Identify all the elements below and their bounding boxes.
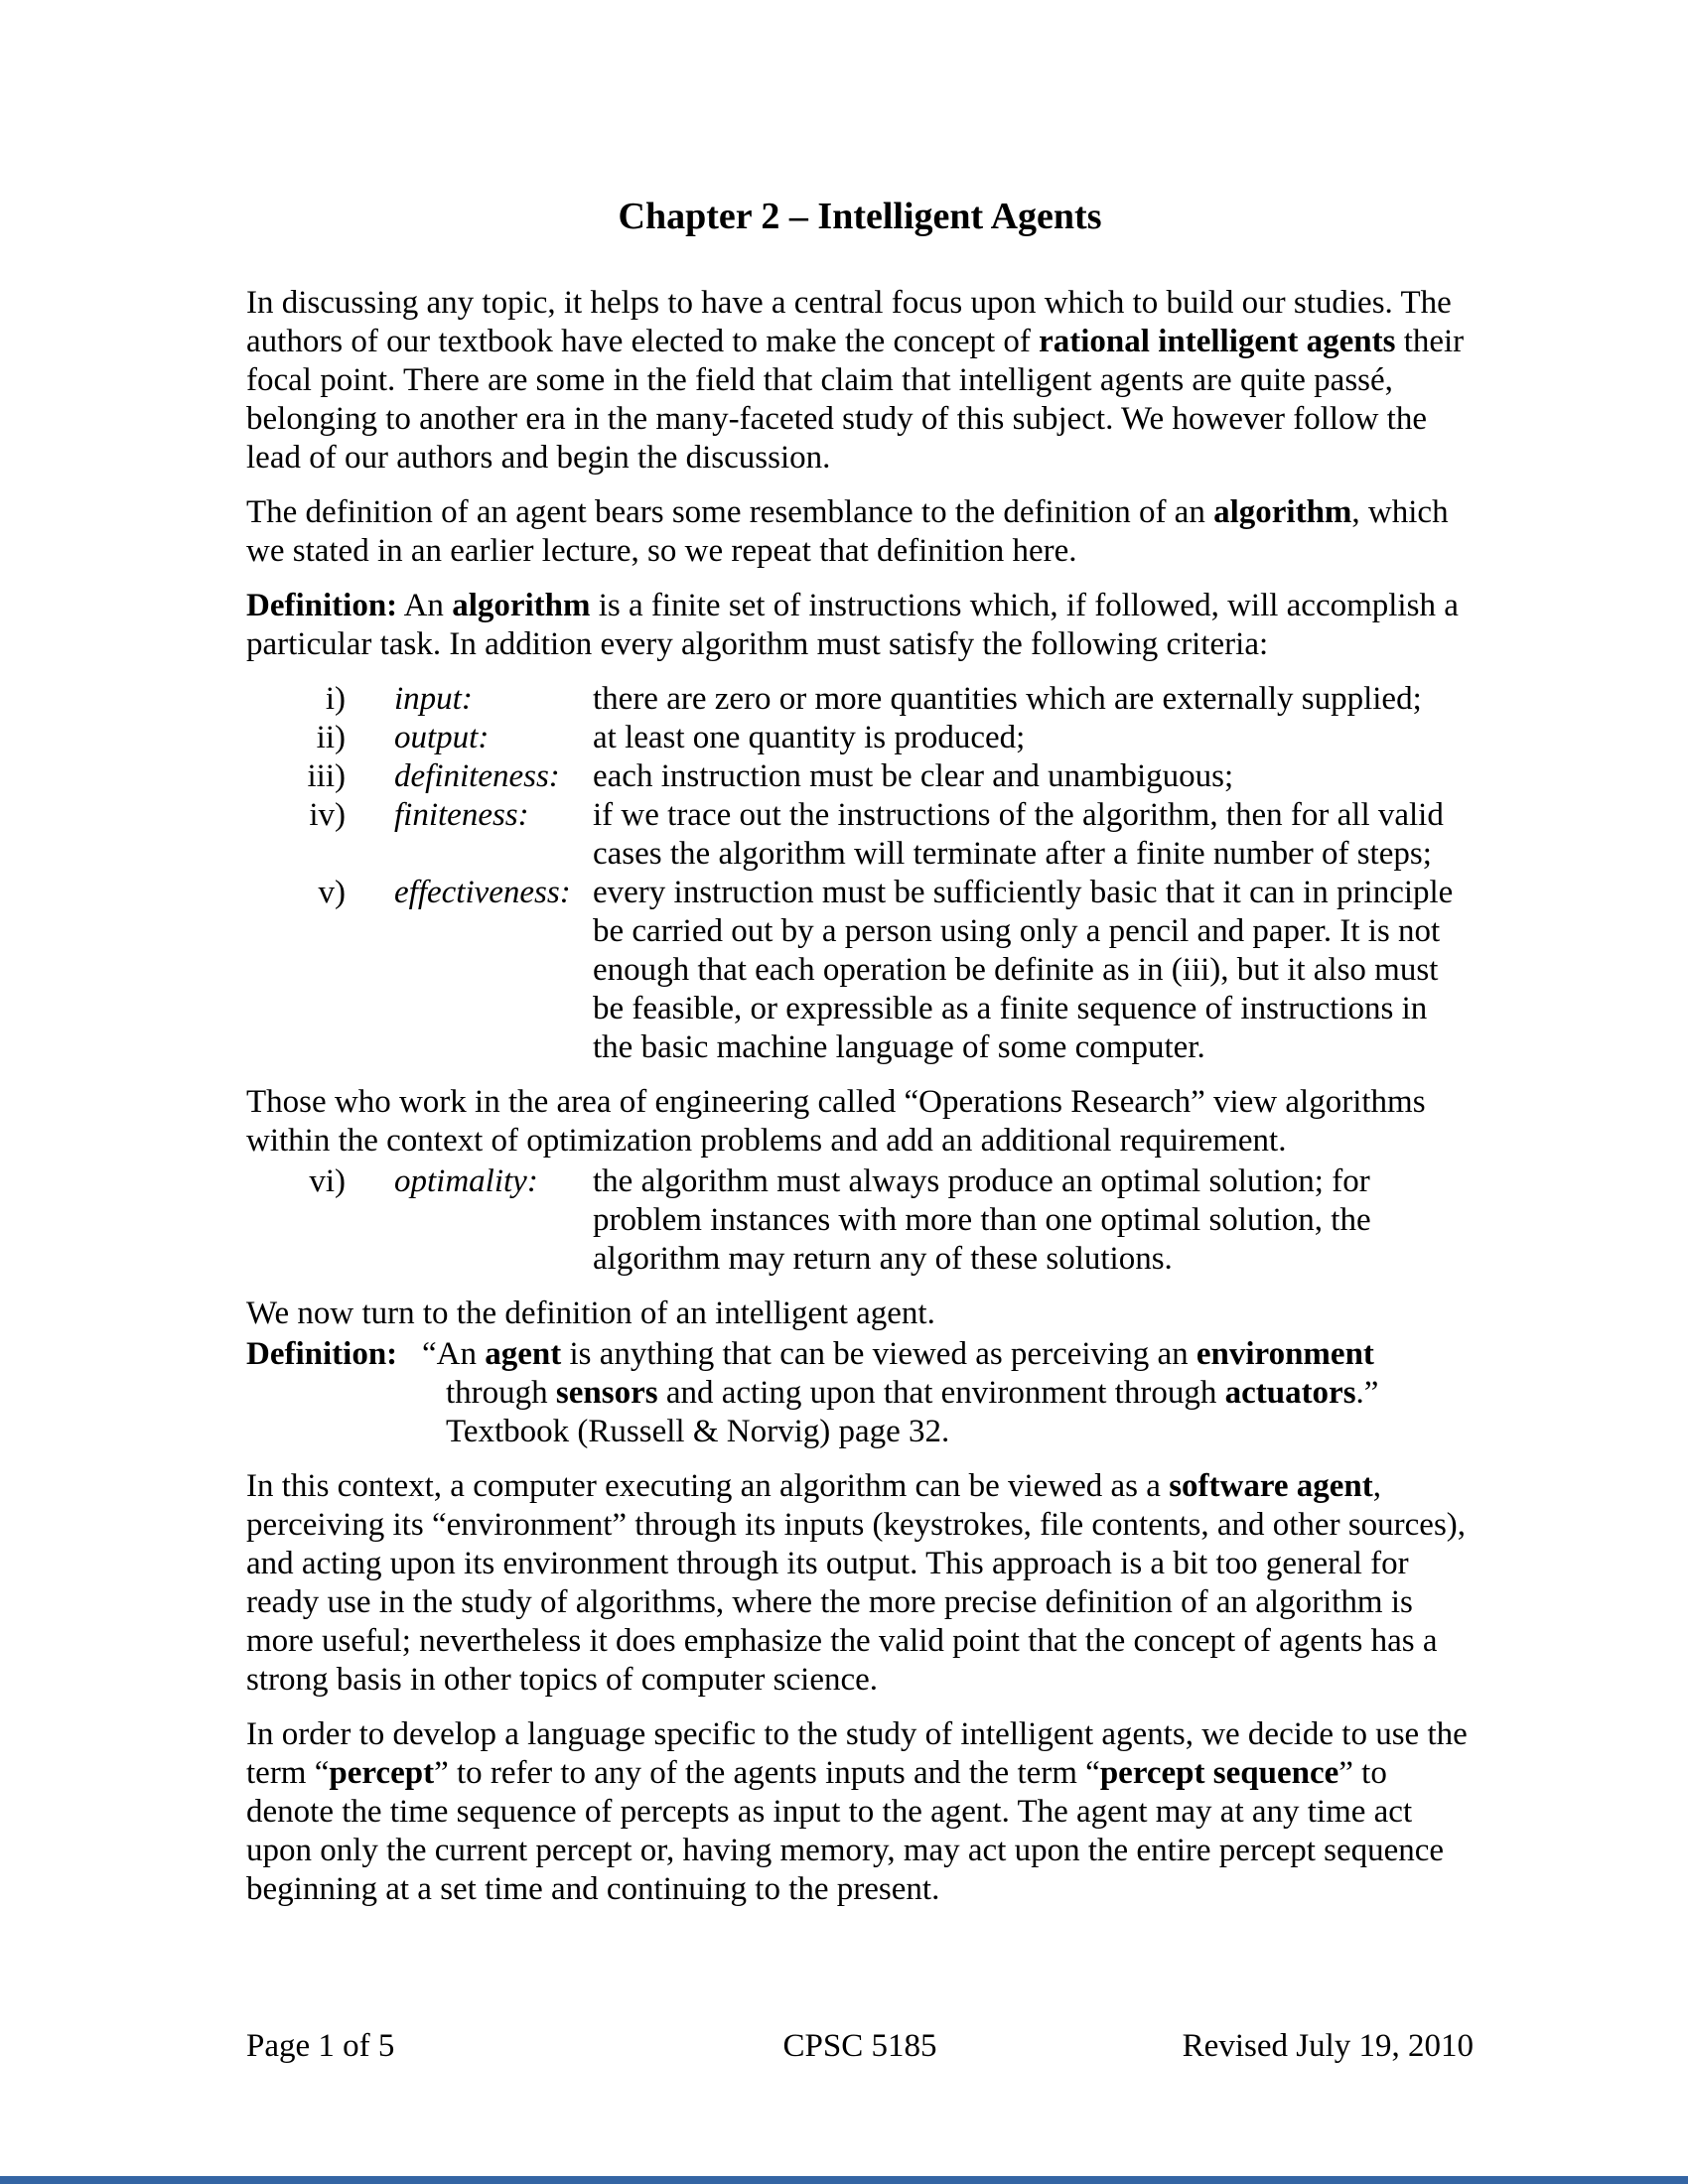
criteria-number: iv) [309,797,346,833]
criteria-item-effectiveness [246,874,1474,1067]
criteria-term: output: [394,720,490,755]
criteria-description: at least one quantity is produced; [593,720,1026,755]
criteria-term: finiteness: [394,797,529,833]
definition-source: Textbook (Russell & Norvig) page 32. [446,1414,950,1449]
paragraph-percept: In order to develop a language specific to the study of intelligent agents, we decide to use the term “percept” to refer to any of the agents inputs and the term “percept sequence” to denote the time sequence of percepts as input to the agent. The agent may at any time act upon only the current percept or, having memory, may act upon the entire percept sequence beginning at a set time and continuing to the present. [246,1716,1468,1907]
paragraph-software-agent: In this context, a computer executing an algorithm can be viewed as a software agent, perceiving its “environment” through its inputs (keystrokes, file contents, and other sources), and acting upon its environment through its output. This approach is a bit too general for ready use in the study of algorithms, where the more precise definition of an algorithm is more useful; nevertheless it does emphasize the valid point that the concept of agents has a strong basis in other topics of computer science. [246,1468,1467,1698]
criteria-term: input: [394,681,473,717]
bottom-edge-line [0,2176,1688,2184]
criteria-description: the algorithm must always produce an optimal solution; for problem instances with more than one optimal solution, the algorithm may return any of these solutions. [593,1163,1371,1277]
footer-course-code: CPSC 5185 [782,2028,937,2064]
criteria-term: definiteness: [394,758,560,794]
criteria-term: effectiveness: [394,875,571,910]
criteria-number: ii) [316,720,346,755]
criteria-term: optimality: [394,1163,538,1199]
algorithm-criteria-list [246,680,1474,1067]
definition-body [422,1335,1474,1451]
page-title: Chapter 2 – Intelligent Agents [618,196,1102,237]
criteria-number: vi) [309,1163,346,1199]
criteria-item-optimality [246,1162,1474,1279]
criteria-description: each instruction must be clear and unambiguous; [593,758,1234,794]
document-content [246,195,1474,1925]
footer-revision-date: Revised July 19, 2010 [1182,2028,1474,2064]
paragraph-agent-resemblance: The definition of an agent bears some resemblance to the definition of an algorithm, which we stated in an earlier lecture, so we repeat that definition here. [246,494,1449,569]
agent-definition-block [246,1335,1474,1451]
criteria-item-definiteness [246,757,1474,796]
criteria-item-input [246,680,1474,719]
paragraph-intro: In discussing any topic, it helps to have a central focus upon which to build our studies. The authors of our textbook have elected to make the concept of rational intelligent agents their focal point. There are some in the field that claim that intelligent agents are quite passé, belonging to another era in the many-faceted study of this subject. We however follow the lead of our authors and begin the discussion. [246,285,1465,476]
criteria-description: if we trace out the instructions of the algorithm, then for all valid cases the algorithm will terminate after a finite number of steps; [593,797,1444,872]
definition-quote: “An agent is anything that can be viewed as perceiving an environment through sensors and acting upon that environment through actuators.” [422,1336,1379,1411]
criteria-number: v) [318,875,346,910]
definition-label: Definition: [246,1336,398,1372]
paragraph-operations-research: Those who work in the area of engineering called “Operations Research” view algorithms within the context of optimization problems and add an additional requirement. [246,1084,1426,1159]
paragraph-algorithm-definition: Definition: An algorithm is a finite set of instructions which, if followed, will accomplish a particular task. In addition every algorithm must satisfy the following criteria: [246,588,1459,662]
paragraph-turn-to-agent: We now turn to the definition of an intelligent agent. [246,1296,935,1331]
criteria-item-finiteness [246,796,1474,874]
footer-page-number: Page 1 of 5 [246,2028,395,2064]
criteria-description: every instruction must be sufficiently basic that it can in principle be carried out by a person using only a pencil and paper. It is not enough that each operation be definite as in (iii), but it also must be feasible, or expressible as a finite sequence of instructions in the basic machine language of some computer. [593,875,1454,1065]
criteria-description: there are zero or more quantities which are externally supplied; [593,681,1422,717]
page-footer [246,2027,1474,2066]
criteria-item-output [246,719,1474,757]
criteria-number: iii) [307,758,346,794]
criteria-number: i) [325,681,346,717]
